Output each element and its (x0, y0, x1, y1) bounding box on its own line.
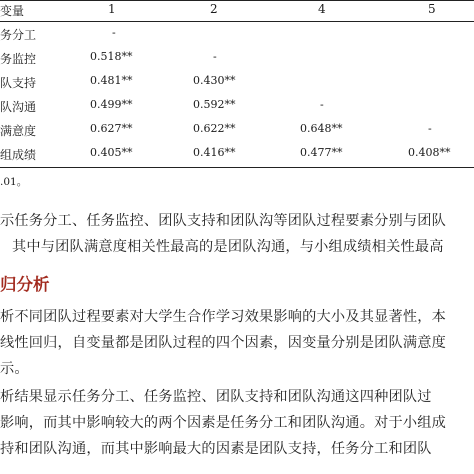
header-col-1: 1 (108, 2, 116, 16)
table-cell: - (112, 26, 116, 39)
table-cell: 0.481** (90, 74, 133, 87)
header-variable: 变量 (0, 4, 25, 18)
table-cell: - (428, 122, 432, 135)
table-cell: 0.430** (193, 74, 236, 87)
table-cell: 0.622** (193, 122, 236, 135)
header-col-2: 2 (210, 2, 218, 16)
paragraph-line: 线性回归，自变量都是团队过程的四个因素，因变量分别是团队满意度 (0, 335, 447, 351)
table-top-rule (0, 0, 474, 1)
table-cell: - (213, 50, 217, 63)
table-cell: 0.499** (90, 98, 133, 111)
table-cell: 0.408** (408, 146, 451, 159)
paragraph-line: 影响，而其中影响较大的两个因素是任务分工和团队沟通。对于小组成 (0, 415, 447, 431)
section-title: 归分析 (0, 275, 50, 294)
paragraph-line: 析不同团队过程要素对大学生合作学习效果影响的大小及其显著性，本 (0, 309, 447, 325)
paragraph-line: 示任务分工、任务监控、团队支持和团队沟等团队过程要素分别与团队 (0, 213, 447, 229)
table-note: .01。 (0, 176, 28, 188)
table-cell: 0.477** (300, 146, 343, 159)
paragraph-line: 持和团队沟通，而其中影响最大的因素是团队支持，任务分工和团队 (0, 441, 432, 457)
header-col-4: 4 (318, 2, 326, 16)
table-bottom-rule (0, 167, 474, 168)
table-cell: 0.627** (90, 122, 133, 135)
row-label: 务分工 (0, 28, 37, 42)
table-cell: 0.416** (193, 146, 236, 159)
paragraph-line: 其中与团队满意度相关性最高的是团队沟通，与小组成绩相关性最高 (12, 239, 444, 255)
table-cell: 0.592** (193, 98, 236, 111)
table-cell: 0.405** (90, 146, 133, 159)
table-cell: 0.648** (300, 122, 343, 135)
row-label: 务监控 (0, 52, 37, 66)
row-label: 队支持 (0, 76, 37, 90)
row-label: 满意度 (0, 124, 37, 138)
paragraph-line: 析结果显示任务分工、任务监控、团队支持和团队沟通这四种团队过 (0, 389, 432, 405)
paragraph-line: 示。 (0, 361, 29, 377)
row-label: 队沟通 (0, 100, 37, 114)
header-col-5: 5 (428, 2, 436, 16)
table-cell: - (320, 98, 324, 111)
row-label: 组成绩 (0, 148, 37, 162)
table-cell: 0.518** (90, 50, 133, 63)
table-header-rule (0, 21, 474, 22)
